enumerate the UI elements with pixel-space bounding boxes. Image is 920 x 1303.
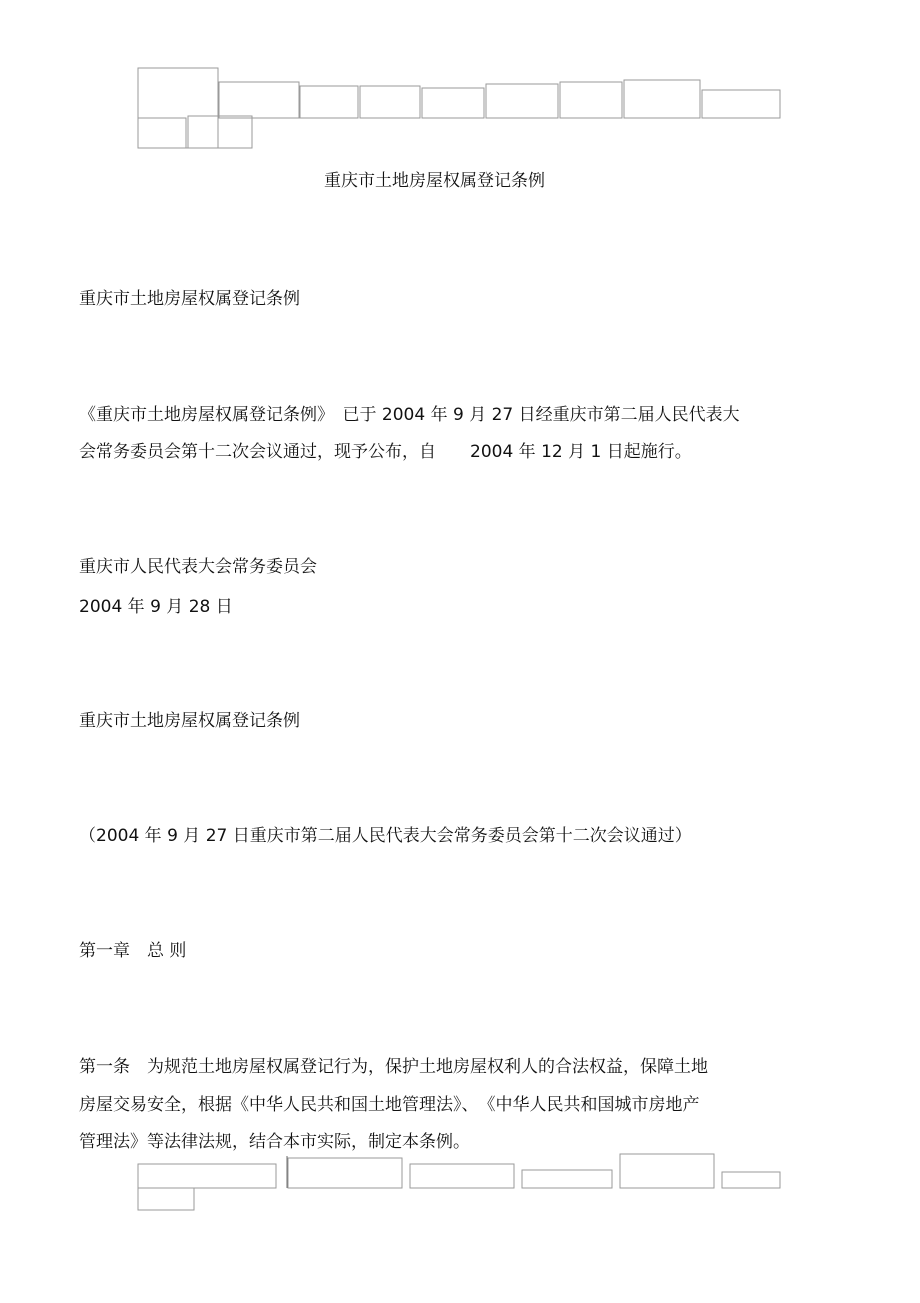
regulation-title: 重庆市土地房屋权属登记条例 — [79, 711, 300, 731]
issue-date: 2004 年 9 月 28 日 — [79, 597, 233, 617]
header-title: 重庆市土地房屋权属登记条例 — [324, 171, 545, 191]
chapter-heading: 第一章 总 则 — [79, 941, 187, 961]
article-1-line-1: 第一条 为规范土地房屋权属登记行为，保护土地房屋权利人的合法权益，保障土地 — [79, 1057, 708, 1077]
document-title: 重庆市土地房屋权属登记条例 — [79, 289, 300, 309]
notice-line-2: 会常务委员会第十二次会议通过，现予公布，自 2004 年 12 月 1 日起施行。 — [79, 442, 692, 462]
issuer-name: 重庆市人民代表大会常务委员会 — [79, 557, 317, 577]
adoption-note: （2004 年 9 月 27 日重庆市第二届人民代表大会常务委员会第十二次会议通过） — [79, 826, 692, 846]
notice-line-1: 《重庆市土地房屋权属登记条例》 已于 2004 年 9 月 27 日经重庆市第二届人民代表大 — [79, 405, 740, 425]
article-1-line-3: 管理法》等法律法规，结合本市实际，制定本条例。 — [79, 1132, 470, 1152]
article-1-line-2: 房屋交易安全，根据《中华人民共和国土地管理法》、 《中华人民共和国城市房地产 — [79, 1095, 700, 1115]
